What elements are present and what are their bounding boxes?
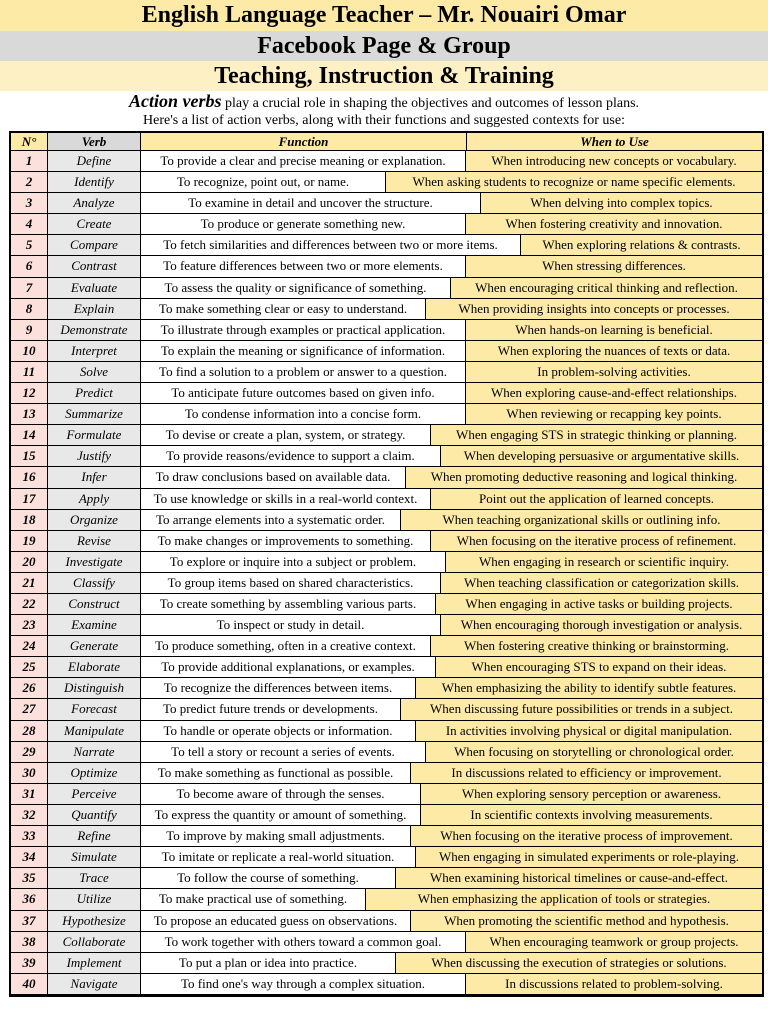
row-function: To group items based on shared characteristics. [141,573,441,593]
row-number: 16 [11,467,48,488]
row-number: 26 [11,678,48,699]
row-function: To create something by assembling various parts. [141,594,436,614]
row-verb: Interpret [48,341,141,362]
row-verb: Define [48,151,141,172]
row-when-to-use: In discussions related to efficiency or improvement. [411,763,762,783]
row-number: 13 [11,404,48,425]
table-row [141,594,762,615]
table-row [141,172,762,193]
row-number: 4 [11,214,48,235]
table-row [141,235,762,256]
row-when-to-use: When engaging in simulated experiments or role-playing. [416,847,762,867]
row-verb: Explain [48,299,141,320]
table-row [141,721,762,742]
row-function: To become aware of through the senses. [141,784,421,804]
table-row [141,531,762,552]
row-number: 19 [11,531,48,552]
row-when-to-use: When reviewing or recapping key points. [466,404,762,424]
row-number: 29 [11,742,48,763]
row-when-to-use: When engaging in active tasks or building projects. [436,594,762,614]
row-function: To make something as functional as possible. [141,763,411,783]
row-number: 31 [11,784,48,805]
row-verb: Generate [48,636,141,657]
row-number: 20 [11,552,48,573]
row-when-to-use: In discussions related to problem-solving. [466,974,762,994]
row-number: 34 [11,847,48,868]
row-number: 7 [11,278,48,299]
row-when-to-use: When engaging in research or scientific inquiry. [446,552,762,572]
table-row [141,847,762,868]
row-when-to-use: When encouraging thorough investigation or analysis. [441,615,762,635]
row-when-to-use: When focusing on the iterative process of refinement. [431,531,762,551]
row-number: 23 [11,615,48,636]
row-verb: Revise [48,531,141,552]
row-number: 8 [11,299,48,320]
row-verb: Investigate [48,552,141,573]
row-when-to-use: When fostering creative thinking or brainstorming. [431,636,762,656]
row-function: To use knowledge or skills in a real-world context. [141,489,431,509]
row-function: To provide additional explanations, or examples. [141,657,436,677]
row-verb: Demonstrate [48,320,141,341]
row-when-to-use: When delving into complex topics. [481,193,762,213]
row-function: To predict future trends or developments. [141,699,401,719]
table-row [141,953,762,974]
row-when-to-use: When examining historical timelines or cause-and-effect. [396,868,762,888]
table-row [141,320,762,341]
row-number: 5 [11,235,48,256]
row-function: To imitate or replicate a real-world situation. [141,847,416,867]
table-row [141,573,762,594]
table-row [141,974,762,995]
table-grid [11,133,762,995]
header-num: N° [11,133,48,151]
row-verb: Analyze [48,193,141,214]
row-function: To anticipate future outcomes based on given info. [141,383,466,403]
table-row [141,510,762,531]
row-verb: Collaborate [48,932,141,953]
row-when-to-use: When fostering creativity and innovation. [466,214,762,234]
table-row [141,784,762,805]
row-verb: Optimize [48,763,141,784]
row-verb: Predict [48,383,141,404]
table-row [141,151,762,172]
row-number: 38 [11,932,48,953]
table-row [141,868,762,889]
row-when-to-use: When emphasizing the application of tools or strategies. [366,889,762,909]
table-row [141,383,762,404]
row-when-to-use: When discussing future possibilities or trends in a subject. [401,699,762,719]
row-function: To follow the course of something. [141,868,396,888]
table-row [141,425,762,446]
row-function: To illustrate through examples or practical application. [141,320,466,340]
row-number: 21 [11,573,48,594]
table-row [141,889,762,910]
row-function: To examine in detail and uncover the structure. [141,193,481,213]
row-number: 36 [11,889,48,910]
row-when-to-use: When developing persuasive or argumentative skills. [441,446,762,466]
row-function: To make changes or improvements to something. [141,531,431,551]
table-row [141,932,762,953]
row-number: 18 [11,510,48,531]
table-row [141,489,762,510]
intro-line-1-rest: play a crucial role in shaping the objectives and outcomes of lesson plans. [221,96,640,111]
row-function: To handle or operate objects or information. [141,721,416,741]
row-verb: Apply [48,489,141,510]
row-when-to-use: When encouraging teamwork or group projects. [466,932,762,952]
row-verb: Justify [48,446,141,467]
row-when-to-use: When discussing the execution of strategies or solutions. [396,953,762,973]
row-when-to-use: In problem-solving activities. [466,362,762,382]
row-verb: Trace [48,868,141,889]
table-row [141,763,762,784]
row-verb: Elaborate [48,657,141,678]
row-function: To improve by making small adjustments. [141,826,411,846]
table-row [141,615,762,636]
table-row [141,299,762,320]
table-row [141,404,762,425]
header-function: Function [141,133,467,150]
table-row [141,678,762,699]
row-when-to-use: When teaching classification or categorization skills. [441,573,762,593]
row-number: 6 [11,256,48,277]
row-function: To propose an educated guess on observations. [141,911,411,931]
title-band: English Language Teacher – Mr. Nouairi Omar [0,0,768,31]
row-when-to-use: When emphasizing the ability to identify subtle features. [416,678,762,698]
row-number: 10 [11,341,48,362]
table-row [141,636,762,657]
table-row [141,742,762,763]
row-when-to-use: When encouraging critical thinking and reflection. [451,278,762,298]
row-verb: Solve [48,362,141,383]
row-verb: Forecast [48,699,141,720]
table-row [141,362,762,383]
tagline-band: Teaching, Instruction & Training [0,61,768,91]
intro-line-1 [0,93,768,112]
row-when-to-use: Point out the application of learned concepts. [431,489,762,509]
row-number: 9 [11,320,48,341]
header-when: When to Use [580,134,649,149]
header-function-when [141,133,762,151]
row-number: 15 [11,446,48,467]
row-function: To fetch similarities and differences between two or more items. [141,235,521,255]
row-function: To feature differences between two or more elements. [141,256,466,276]
row-number: 12 [11,383,48,404]
row-function: To put a plan or idea into practice. [141,953,396,973]
row-verb: Utilize [48,889,141,910]
row-function: To tell a story or recount a series of events. [141,742,426,762]
row-when-to-use: When exploring sensory perception or awareness. [421,784,762,804]
table-row [141,826,762,847]
row-when-to-use: When promoting the scientific method and hypothesis. [411,911,762,931]
table-row [141,278,762,299]
row-number: 3 [11,193,48,214]
row-verb: Formulate [48,425,141,446]
row-function: To condense information into a concise form. [141,404,466,424]
row-number: 22 [11,594,48,615]
intro-text [0,93,768,129]
row-verb: Evaluate [48,278,141,299]
row-when-to-use: When focusing on the iterative process of improvement. [411,826,762,846]
row-number: 1 [11,151,48,172]
row-verb: Manipulate [48,721,141,742]
row-verb: Quantify [48,805,141,826]
subtitle-band: Facebook Page & Group [0,31,768,61]
table-row [141,657,762,678]
row-number: 35 [11,868,48,889]
intro-line-2: Here's a list of action verbs, along with their functions and suggested contexts for use: [143,113,625,128]
row-function: To arrange elements into a systematic order. [141,510,401,530]
row-function: To express the quantity or amount of something. [141,805,421,825]
row-number: 17 [11,489,48,510]
row-verb: Distinguish [48,678,141,699]
table-row [141,341,762,362]
row-number: 2 [11,172,48,193]
header-verb: Verb [48,133,141,151]
row-function: To find one's way through a complex situation. [141,974,466,994]
row-number: 37 [11,911,48,932]
row-verb: Perceive [48,784,141,805]
row-number: 40 [11,974,48,995]
row-when-to-use: When exploring relations & contrasts. [521,235,762,255]
row-function: To explain the meaning or significance of information. [141,341,466,361]
row-function: To recognize the differences between items. [141,678,416,698]
row-verb: Narrate [48,742,141,763]
row-verb: Compare [48,235,141,256]
row-when-to-use: When engaging STS in strategic thinking or planning. [431,425,762,445]
row-verb: Contrast [48,256,141,277]
row-number: 24 [11,636,48,657]
row-function: To assess the quality or significance of something. [141,278,451,298]
row-function: To explore or inquire into a subject or problem. [141,552,446,572]
row-number: 27 [11,699,48,720]
table-row [141,256,762,277]
row-when-to-use: When stressing differences. [466,256,762,276]
row-function: To draw conclusions based on available data. [141,467,406,487]
row-when-to-use: When providing insights into concepts or processes. [426,299,762,319]
row-verb: Construct [48,594,141,615]
row-number: 28 [11,721,48,742]
row-when-to-use: When introducing new concepts or vocabulary. [466,151,762,171]
table-row [141,193,762,214]
table-row [141,911,762,932]
row-verb: Classify [48,573,141,594]
row-function: To work together with others toward a common goal. [141,932,466,952]
row-verb: Organize [48,510,141,531]
table-row [141,467,762,488]
row-number: 30 [11,763,48,784]
row-verb: Implement [48,953,141,974]
table-row [141,699,762,720]
table-row [141,214,762,235]
row-number: 33 [11,826,48,847]
row-when-to-use: When encouraging STS to expand on their ideas. [436,657,762,677]
row-function: To recognize, point out, or name. [141,172,386,192]
row-number: 32 [11,805,48,826]
row-function: To inspect or study in detail. [141,615,441,635]
row-when-to-use: When promoting deductive reasoning and logical thinking. [406,467,762,487]
row-function: To devise or create a plan, system, or strategy. [141,425,431,445]
row-function: To provide a clear and precise meaning or explanation. [141,151,466,171]
action-verbs-table [9,131,764,997]
row-function: To provide reasons/evidence to support a claim. [141,446,441,466]
row-verb: Summarize [48,404,141,425]
row-when-to-use: When teaching organizational skills or outlining info. [401,510,762,530]
row-function: To make practical use of something. [141,889,366,909]
row-when-to-use: When focusing on storytelling or chronological order. [426,742,762,762]
row-when-to-use: In scientific contexts involving measurements. [421,805,762,825]
row-number: 11 [11,362,48,383]
row-when-to-use: When exploring the nuances of texts or data. [466,341,762,361]
row-verb: Navigate [48,974,141,995]
row-when-to-use: When hands-on learning is beneficial. [466,320,762,340]
table-row [141,552,762,573]
intro-lead: Action verbs [128,91,222,111]
row-verb: Simulate [48,847,141,868]
row-when-to-use: When asking students to recognize or name specific elements. [386,172,762,192]
row-verb: Examine [48,615,141,636]
row-verb: Create [48,214,141,235]
table-row [141,805,762,826]
row-function: To find a solution to a problem or answer to a question. [141,362,466,382]
row-verb: Identify [48,172,141,193]
row-number: 14 [11,425,48,446]
row-verb: Hypothesize [48,911,141,932]
row-function: To produce or generate something new. [141,214,466,234]
row-when-to-use: When exploring cause-and-effect relationships. [466,383,762,403]
row-verb: Refine [48,826,141,847]
row-verb: Infer [48,467,141,488]
row-when-to-use: In activities involving physical or digital manipulation. [416,721,762,741]
row-number: 25 [11,657,48,678]
row-function: To make something clear or easy to understand. [141,299,426,319]
table-row [141,446,762,467]
row-number: 39 [11,953,48,974]
row-function: To produce something, often in a creative context. [141,636,431,656]
